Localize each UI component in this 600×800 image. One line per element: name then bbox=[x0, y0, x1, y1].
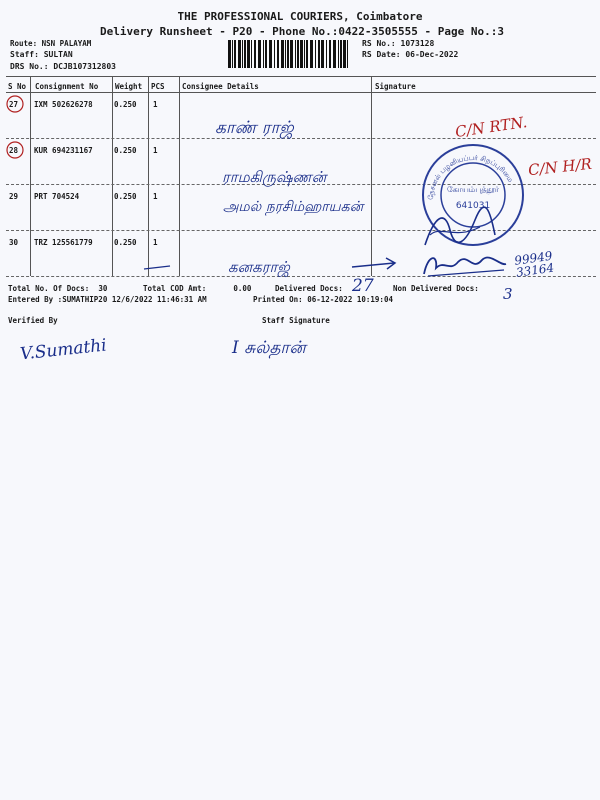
row-29-signature-scribble bbox=[420, 205, 500, 250]
row-27-sno: 27 bbox=[9, 100, 19, 109]
stamp-pin: 641031 bbox=[455, 201, 491, 211]
rs-no-value: 1073128 bbox=[400, 39, 435, 48]
delivered-docs-label: Delivered Docs: bbox=[275, 284, 343, 293]
barcode-bar bbox=[244, 40, 246, 68]
rs-date-label: RS Date: 06-Dec-2022 bbox=[362, 50, 459, 59]
route-label: Route: NSN PALAYAM bbox=[10, 39, 92, 48]
barcode-bar bbox=[347, 40, 348, 68]
entered-by: Entered By :SUMATHIP20 12/6/2022 11:46:31 AM bbox=[8, 295, 207, 304]
col-consignee: Consignee Details bbox=[182, 82, 259, 91]
row-29-pcs: 1 bbox=[153, 192, 158, 201]
staff-label: Staff: SULTAN bbox=[10, 50, 73, 59]
drs-label: DRS No.: DCJB107312803 bbox=[10, 62, 116, 71]
barcode-bar bbox=[232, 40, 233, 68]
row-30-sno: 30 bbox=[9, 238, 19, 247]
col-sno: S No bbox=[8, 82, 27, 91]
stamp-city: கோயம்புத்தூர் bbox=[446, 185, 500, 194]
barcode-bar bbox=[343, 40, 346, 68]
staff-signature: I சுல்தான் bbox=[232, 338, 306, 358]
barcode-bar bbox=[281, 40, 284, 68]
row-27-consignee-handwriting: காண் ராஜ் bbox=[215, 118, 294, 138]
barcode-bar bbox=[263, 40, 264, 68]
row-27-weight: 0.250 bbox=[114, 100, 137, 109]
row-30-pcs: 1 bbox=[153, 238, 158, 247]
total-cod: Total COD Amt: 0.00 bbox=[143, 284, 252, 293]
barcode-bar bbox=[321, 40, 324, 68]
col-consignment: Consignment No bbox=[35, 82, 99, 91]
barcode-bar bbox=[338, 40, 339, 68]
barcode-bar bbox=[295, 40, 296, 68]
col-weight: Weight bbox=[115, 82, 143, 91]
row-27-pcs: 1 bbox=[153, 100, 158, 109]
row-28-pcs: 1 bbox=[153, 146, 158, 155]
non-delivered-docs-label: Non Delivered Docs: bbox=[393, 284, 479, 293]
row-30-weight: 0.250 bbox=[114, 238, 137, 247]
runsheet-subtitle: Delivery Runsheet - P20 - Phone No.:0422-3505555 - Page No.:3 bbox=[100, 25, 504, 38]
stamp-ring-text: நேசனல் பழனியப்பர் சிறப்புரிமை bbox=[426, 153, 515, 201]
barcode-bar bbox=[247, 40, 250, 68]
barcode-bar bbox=[287, 40, 289, 68]
row-30-consignment: TRZ 125561779 bbox=[34, 238, 93, 247]
printed-on: Printed On: 06-12-2022 10:19:04 bbox=[253, 295, 393, 304]
courier-title: THE PROFESSIONAL COURIERS, Coimbatore bbox=[177, 10, 423, 23]
row-28-consignment: KUR 694231167 bbox=[34, 146, 93, 155]
barcode-bar bbox=[228, 40, 231, 68]
verified-by-signature: V.Sumathi bbox=[19, 335, 108, 365]
barcode bbox=[228, 40, 352, 68]
entered-by-value: SUMATHIP20 12/6/2022 11:46:31 AM bbox=[62, 295, 207, 304]
barcode-bar bbox=[290, 40, 293, 68]
barcode-bar bbox=[306, 40, 308, 68]
staff-value: SULTAN bbox=[43, 50, 73, 59]
drs-value: DCJB107312803 bbox=[53, 62, 116, 71]
barcode-bar bbox=[310, 40, 313, 68]
row-30-consignee-handwriting: கனகராஜ் bbox=[228, 258, 290, 276]
rs-no-label: RS No.: 1073128 bbox=[362, 39, 435, 48]
barcode-bar bbox=[300, 40, 303, 68]
barcode-bar bbox=[326, 40, 327, 68]
row-29-consignment: PRT 704524 bbox=[34, 192, 80, 201]
row-28-hold-note: C/N H/R bbox=[527, 154, 593, 180]
barcode-bar bbox=[251, 40, 252, 68]
barcode-bar bbox=[297, 40, 299, 68]
row-30-arrow bbox=[350, 255, 400, 275]
route-value: NSN PALAYAM bbox=[41, 39, 92, 48]
barcode-bar bbox=[269, 40, 272, 68]
barcode-bar bbox=[274, 40, 275, 68]
row-30-phone-note: 99949 33164 bbox=[513, 248, 555, 280]
delivered-docs-value: 27 bbox=[352, 276, 374, 296]
staff-signature-label: Staff Signature bbox=[262, 316, 330, 325]
barcode-bar bbox=[254, 40, 256, 68]
row-27-circle bbox=[5, 95, 25, 113]
row-29-weight: 0.250 bbox=[114, 192, 137, 201]
barcode-bar bbox=[315, 40, 316, 68]
row-28-consignee-handwriting: ராமகிருஷ்ணன் bbox=[222, 168, 327, 186]
row-27-consignment: IXM 502626278 bbox=[34, 100, 93, 109]
row-28-weight: 0.250 bbox=[114, 146, 137, 155]
barcode-bar bbox=[234, 40, 236, 68]
row-28-sno: 28 bbox=[9, 146, 19, 155]
row-30-signature-scribble bbox=[420, 250, 510, 278]
barcode-bar bbox=[285, 40, 286, 68]
barcode-bar bbox=[340, 40, 342, 68]
barcode-bar bbox=[238, 40, 241, 68]
barcode-bar bbox=[277, 40, 279, 68]
rs-date-value: 06-Dec-2022 bbox=[405, 50, 459, 59]
verified-by-label: Verified By bbox=[8, 316, 58, 325]
total-docs-value: 30 bbox=[98, 284, 108, 293]
row-29-consignee-handwriting: அமல் நரசிம்ஹாயகன் bbox=[222, 199, 364, 215]
col-pcs: PCS bbox=[151, 82, 165, 91]
total-docs: Total No. Of Docs: 30 bbox=[8, 284, 108, 293]
barcode-bar bbox=[329, 40, 331, 68]
barcode-bar bbox=[304, 40, 305, 68]
row-30-dash-mark bbox=[142, 262, 172, 272]
non-delivered-docs-value: 3 bbox=[503, 285, 513, 303]
row-29-sno: 29 bbox=[9, 192, 19, 201]
row-28-circle bbox=[5, 141, 25, 159]
printed-on-value: 06-12-2022 10:19:04 bbox=[307, 295, 393, 304]
barcode-bar bbox=[265, 40, 267, 68]
row-27-return-note: C/N RTN. bbox=[454, 113, 529, 141]
barcode-bar bbox=[318, 40, 320, 68]
total-cod-value: 0.00 bbox=[233, 284, 252, 293]
barcode-bar bbox=[258, 40, 261, 68]
col-signature: Signature bbox=[375, 82, 416, 91]
barcode-bar bbox=[333, 40, 336, 68]
barcode-bar bbox=[242, 40, 243, 68]
